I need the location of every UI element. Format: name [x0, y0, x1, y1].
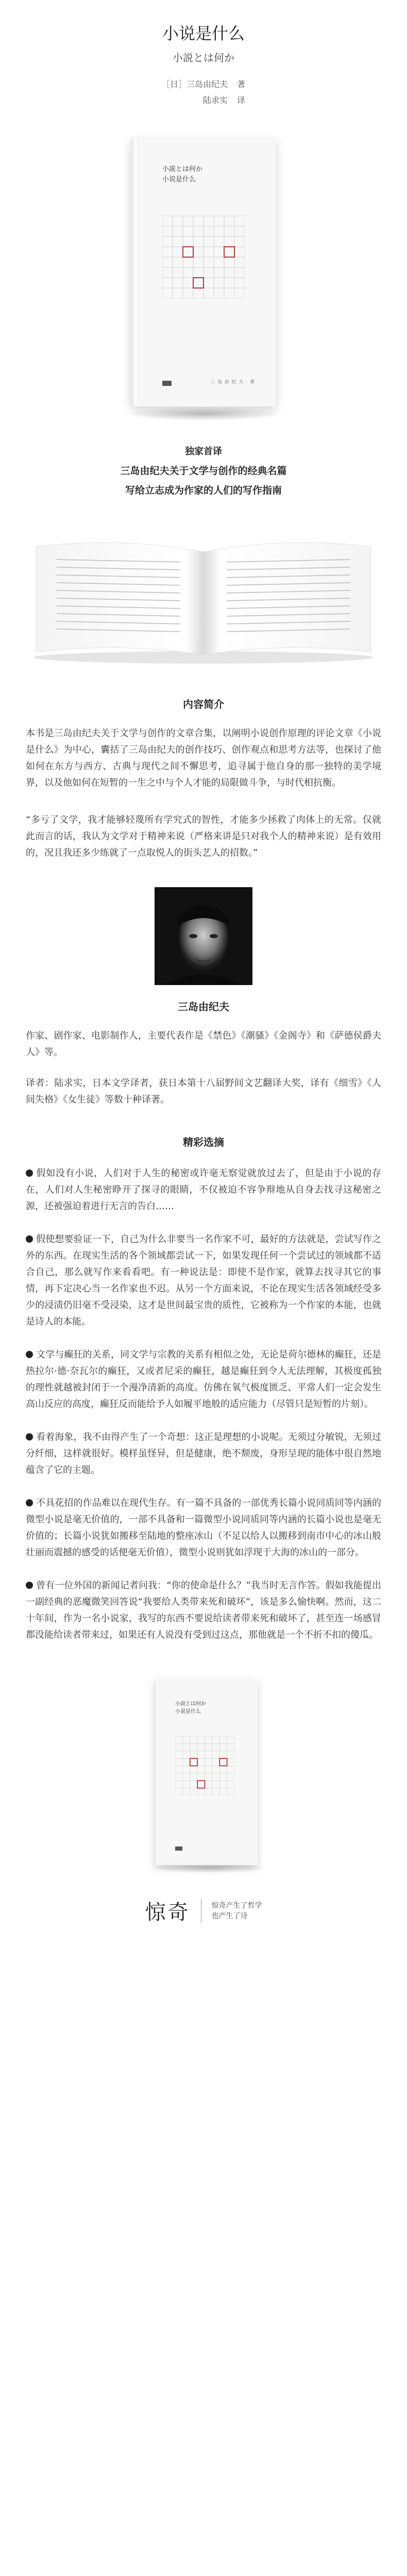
- small-publisher-logo-icon: [175, 1846, 182, 1851]
- book-cover-section: [0, 118, 407, 427]
- excerpt-item: 曾有一位外国的新闻记者问我：“你的使命是什么？”我当时无言作答。假如我能提出一副经典的恶魔微笑回答说“我要给人类带来死和破坏”，该是多么愉快啊。然而，这二十年间，作为一名小说家，我写的东西不要说给读者带来死和破坏了，甚至连一场感冒都没能给读者带来过，如果还有人说没有受到过这点，那他就是一个不折不扣的傻瓜。: [26, 1580, 381, 1640]
- excerpt-item: 文学与癫狂的关系，同文学与宗教的关系有相似之处，无论是荷尔德林的癫狂，还是热拉尔·德·奈瓦尔的癫狂，又或者尼采的癫狂，越是癫狂到令人无法理解，其极度孤独的理性就越被封闭于一个漫净清新的高度。仿佛在氧气极度匮乏、平常人们一定会发生高山反应的高度，癫狂反而能给予人如履平地般的适应能力（尽管只是短暂的片刻）。: [26, 1349, 381, 1410]
- book-cover-title-cn: 小说是什么: [162, 175, 196, 183]
- author-role: 著: [237, 79, 246, 89]
- brand-name: 惊奇: [145, 1901, 191, 1924]
- small-book-cover-title: [175, 1700, 206, 1716]
- page-title: 小说是什么: [162, 24, 245, 43]
- author-portrait: [155, 887, 252, 985]
- book-cover-title: [162, 164, 202, 184]
- book-spine: [131, 139, 139, 406]
- promo-headline: 三岛由纪夫关于文学与创作的经典名篇: [120, 465, 287, 477]
- promo-subheadline: 写给立志成为作家的人们的写作指南: [125, 485, 282, 496]
- excerpt-item: 假如没有小说，人们对于人生的秘密或许毫无察觉就放过去了，但是由于小说的存在，人们对人生秘密睁开了探寻的眼睛，不仅被迫不容争辩地从自身去找寻这秘密之源，还被强迫着进行无言的告白……: [26, 1168, 381, 1212]
- brand-slogan: [212, 1901, 262, 1921]
- small-book-title-cn: 小说是什么: [175, 1709, 201, 1715]
- intro-quote: “多亏了文学，我才能够轻蔑所有学究式的智性，才能多少拯救了肉体上的无常。仅就此而言的话，我认为文学对于精神来说（严格来讲是只对我个人的精神来说）是有效用的，况且我还多少练就了一点取悦人的街头艺人的招数。”: [26, 815, 381, 858]
- intro-section-title: 内容简介: [183, 698, 224, 710]
- book-cover-footer: 三 岛 由 纪 夫 · 著: [210, 380, 255, 385]
- translator-credit: 陆求实: [202, 95, 228, 105]
- small-book-section: [0, 1669, 407, 1886]
- translator-bio: 译者：陆求实，日本文学译者，获日本第十八届野间文艺翻译大奖，译有《细雪》《人间失格》《女生徒》等数十种译著。: [26, 1078, 381, 1105]
- small-book-title-jp: 小説とは何か: [175, 1701, 206, 1707]
- small-book-cover: [155, 1680, 258, 1865]
- excerpt-item: 看着海象，我不由得产生了一个奇想：这正是理想的小说呢。无须过分敏锐，无须过分纤细，这样就很好。模样虽怪异，但是健康，绝不颓废，身形呈现的能体中很自然地蕴含了它的主题。: [26, 1432, 381, 1476]
- book-shadow: [126, 406, 281, 421]
- bullet-dot-icon: [26, 1170, 33, 1177]
- intro-paragraph: 本书是三岛由纪夫关于文学与创作的文章合集，以阐明小说创作原理的评论文章《小说是什么》为中心，囊括了三岛由纪夫的创作技巧、创作观点和思考方法等，也探讨了他如何在东方与西方、古典与现代之间不懈思考，追寻属于他自身的那一独特的美学境界，以及他如何在短暂的一生之中与个人才能的局限做斗争，与时代相抗衡。: [26, 728, 381, 788]
- brand-slogan-line: 惊奇产生了哲学: [211, 1901, 262, 1910]
- bullet-dot-icon: [26, 1235, 33, 1243]
- author-credit: ［日］三岛由纪夫: [161, 79, 228, 89]
- open-book-section: [0, 516, 407, 686]
- book-cover: [131, 139, 276, 406]
- brand-slogan-line: 也产生了诗: [211, 1911, 248, 1920]
- book-cover-title-jp: 小説とは何か: [162, 165, 203, 173]
- publisher-logo-icon: [162, 381, 172, 386]
- bullet-dot-icon: [26, 1582, 33, 1589]
- small-cover-grid-graphic: [175, 1736, 234, 1795]
- author-name: 三岛由纪夫: [178, 1001, 229, 1013]
- author-bio: 作家、剧作家、电影制作人，主要代表作是《禁色》《潮骚》《金阁寺》和《萨德侯爵夫人》等。: [26, 1030, 381, 1058]
- translator-role: 译: [237, 95, 246, 105]
- small-book-spine: [155, 1680, 160, 1865]
- bullet-dot-icon: [26, 1499, 33, 1506]
- promo-tag: 独家首译: [185, 446, 222, 457]
- excerpt-item: 不具花招的作品难以在现代生存。有一篇不具备的一部优秀长篇小说同质同等内涵的微型小说是毫无价值的，一部不具备和一篇微型小说同质同等内涵的长篇小说也是毫无价值的；长篇小说犹如搬移至陆地的整座冰山（不足以给人以搬移到南巿中心的冰山般壮丽而震撼的感受的话便毫无价值），微型小说则犹如浮现于大海的冰山的一部分。: [26, 1498, 381, 1558]
- bullet-dot-icon: [26, 1433, 33, 1440]
- promo-block: [0, 443, 407, 500]
- open-book-illustration: [26, 531, 381, 665]
- author-portrait-image: [155, 887, 252, 985]
- cover-grid-graphic: [162, 216, 245, 298]
- bullet-dot-icon: [26, 1351, 33, 1358]
- credits: [0, 78, 407, 106]
- excerpts-section-title: 精彩选摘: [183, 1136, 224, 1148]
- brand-footer: [0, 1896, 407, 1925]
- page-subtitle: 小説とは何か: [173, 52, 234, 64]
- excerpt-item: 假使想要验证一下，自己为什么非要当一名作家不可，最好的方法就是，尝试写作之外的东西。在现实生活的各个领域都尝试一下，如果发现任何一个尝试过的领域都不适合自己，那么就写作来看看吧。有一种说法是：即使不是作家，就算去找寻其它的事情，再下定决心当一名作家也不迟。从另一个方面来说，不论在现实生活各领域经受多少的浸渍仍旧毫不受浸染，这才是世间最宝贵的质性，它被称为一个作家的本能，也就是诗人的本能。: [26, 1234, 381, 1327]
